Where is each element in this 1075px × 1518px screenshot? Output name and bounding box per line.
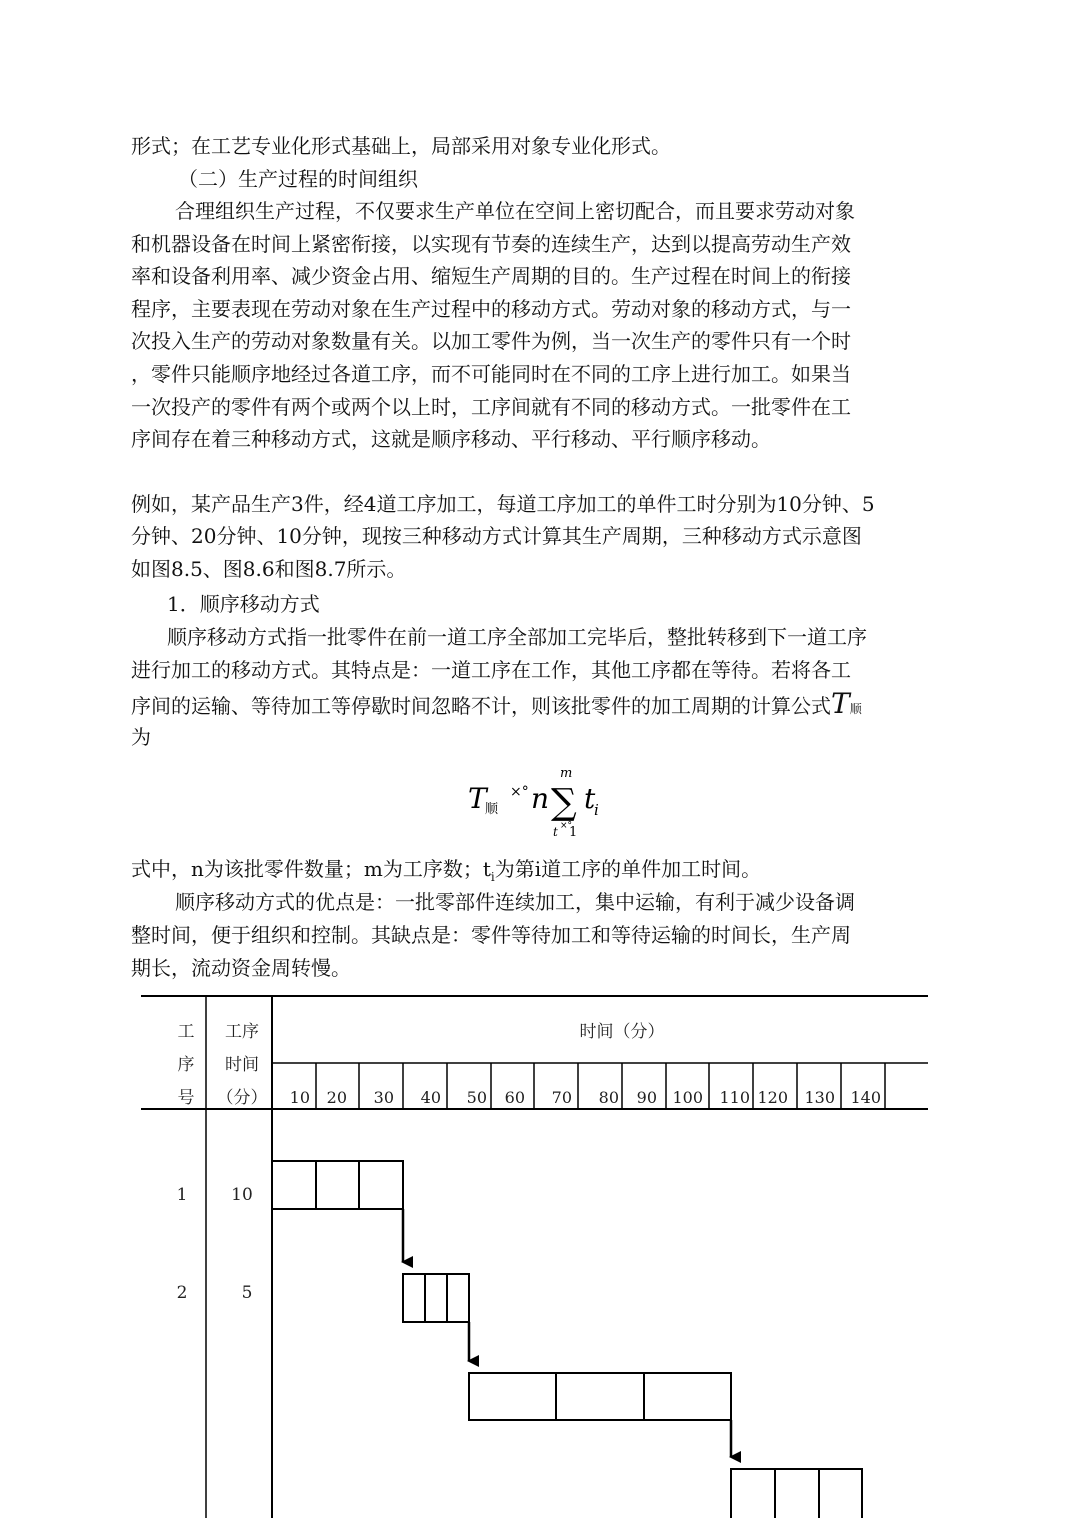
tick-label: 20 — [326, 1088, 347, 1107]
formula-lower-t: t — [553, 825, 558, 839]
tick-label: 90 — [636, 1088, 657, 1107]
process-block — [644, 1373, 731, 1420]
process-block — [425, 1274, 447, 1322]
col1-header-line: 工 — [177, 1022, 195, 1042]
formula-n: n — [531, 782, 550, 815]
tick-label: 40 — [420, 1088, 441, 1107]
formula-upper-limit: m — [560, 766, 573, 781]
tick-label: 30 — [373, 1088, 394, 1107]
formula-equals-glyph: ×° — [510, 784, 529, 800]
formula-lower-equals: ×° — [560, 821, 573, 831]
time-header: 时间（分） — [579, 1022, 665, 1042]
text-line: 次投入生产的劳动对象数量有关。以加工零件为例，当一次生产的零件只有一个时 — [131, 329, 851, 353]
text-line: 分钟、20分钟、10分钟，现按三种移动方式计算其生产周期，三种移动方式示意图 — [131, 524, 862, 548]
col2-header-line: 工序 — [225, 1022, 259, 1042]
tick-label: 140 — [850, 1088, 881, 1107]
process-block — [272, 1161, 316, 1209]
text-span: 序间的运输、等待加工等停歇时间忽略不计，则该批零件的加工周期的计算公式 — [131, 694, 831, 718]
formula-t: t — [584, 782, 596, 815]
text-line: 为 — [131, 725, 151, 749]
tick-label: 100 — [672, 1088, 703, 1107]
tick-label: 70 — [551, 1088, 572, 1107]
text-span: 式中，n为该批零件数量；m为工序数；t — [131, 857, 491, 881]
process-block — [469, 1373, 556, 1420]
section-heading: （二）生产过程的时间组织 — [178, 167, 418, 191]
text-line: 顺序移动方式的优点是：一批零部件连续加工，集中运输，有利于减少设备调 — [175, 890, 855, 914]
text-line: 顺序移动方式指一批零件在前一道工序全部加工完毕后，整批转移到下一道工序 — [167, 625, 867, 649]
row-step: 2 — [176, 1283, 188, 1303]
process-block — [403, 1274, 425, 1322]
row-minutes: 5 — [241, 1283, 253, 1303]
tick-label: 60 — [504, 1088, 525, 1107]
formula-t-subscript: i — [594, 801, 599, 819]
text-line: 例如，某产品生产3件，经4道工序加工，每道工序加工的单件工时分别为10分钟、5 — [131, 492, 875, 516]
process-block — [731, 1469, 775, 1518]
tick-label: 120 — [757, 1088, 788, 1107]
subscript: i — [490, 870, 495, 884]
tick-label: 80 — [598, 1088, 619, 1107]
formula-subscript: 顺 — [849, 702, 862, 716]
col1-header-line: 序 — [177, 1055, 195, 1075]
formula — [466, 760, 626, 840]
tick-label: 50 — [466, 1088, 487, 1107]
text-line — [131, 688, 862, 725]
col2-header-line: （分） — [216, 1088, 268, 1108]
text-line: 如图8.5、图8.6和图8.7所示。 — [131, 557, 407, 581]
col1-header-line: 号 — [177, 1088, 195, 1108]
text-line: 合理组织生产过程，不仅要求生产单位在空间上密切配合，而且要求劳动对象 — [175, 199, 855, 223]
process-block — [316, 1161, 359, 1209]
text-line: 一次投产的零件有两个或两个以上时，工序间就有不同的移动方式。一批零件在工 — [131, 395, 851, 419]
formula-T-subscript: 顺 — [485, 802, 499, 817]
text-span: 为第i道工序的单件加工时间。 — [494, 857, 762, 881]
text-line: 程序，主要表现在劳动对象在生产过程中的移动方式。劳动对象的移动方式，与一 — [131, 297, 851, 321]
formula-lower-one: 1 — [569, 825, 578, 840]
tick-label: 130 — [804, 1088, 835, 1107]
formula-T: T — [468, 782, 487, 815]
text-line: 和机器设备在时间上紧密衔接，以实现有节奏的连续生产，达到以提高劳动生产效 — [131, 232, 851, 256]
process-block — [359, 1161, 403, 1209]
text-line: ，零件只能顺序地经过各道工序，而不可能同时在不同的工序上进行加工。如果当 — [131, 362, 851, 386]
process-block — [775, 1469, 819, 1518]
text-line: 率和设备利用率、减少资金占用、缩短生产周期的目的。生产过程在时间上的衔接 — [131, 264, 851, 288]
row-step: 1 — [176, 1185, 188, 1205]
text-line: 进行加工的移动方式。其特点是：一道工序在工作，其他工序都在等待。若将各工 — [131, 658, 851, 682]
text-line: 序间存在着三种移动方式，这就是顺序移动、平行移动、平行顺序移动。 — [131, 427, 771, 451]
row-minutes: 10 — [231, 1185, 253, 1205]
process-block — [819, 1469, 862, 1518]
process-block — [556, 1373, 644, 1420]
col2-header-line: 时间 — [225, 1055, 259, 1075]
formula-symbol: T — [831, 687, 850, 720]
formula-sigma: ∑ — [551, 782, 577, 823]
text-line — [131, 853, 761, 888]
subsection-heading: 1．顺序移动方式 — [167, 592, 320, 616]
process-block — [447, 1274, 469, 1322]
tick-label: 110 — [719, 1088, 750, 1107]
text-line: 期长，流动资金周转慢。 — [131, 956, 351, 980]
tick-label: 10 — [289, 1088, 310, 1107]
text-line: 形式；在工艺专业化形式基础上，局部采用对象专业化形式。 — [131, 134, 671, 158]
text-line: 整时间，便于组织和控制。其缺点是：零件等待加工和等待运输的时间长，生产周 — [131, 923, 851, 947]
